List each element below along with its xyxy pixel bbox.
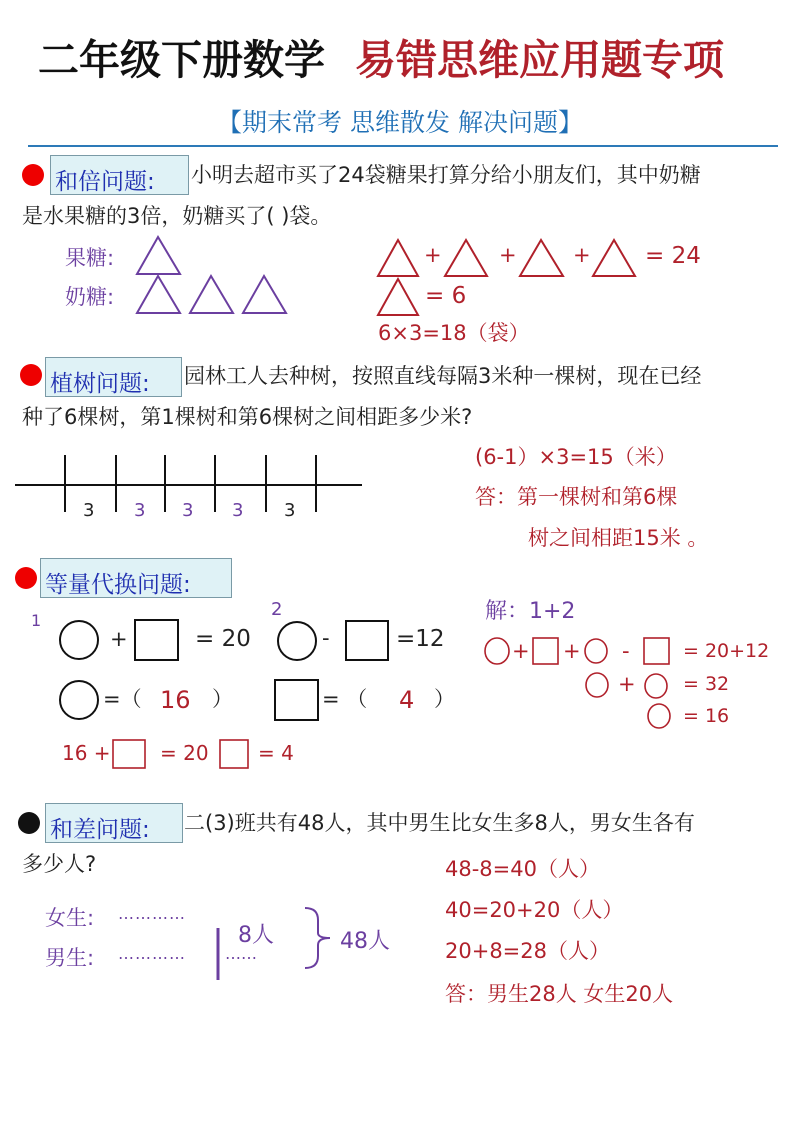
girls-label: 女生: xyxy=(45,906,95,930)
solution-result: = 16 xyxy=(683,705,730,727)
gap-label: 3 xyxy=(182,500,194,521)
gap-label: 3 xyxy=(83,500,95,521)
equation-result: = 20 xyxy=(195,626,251,652)
circle-icon xyxy=(648,704,670,728)
plus-sign: + xyxy=(618,672,636,696)
fruit-candy-label: 果糖: xyxy=(65,246,115,270)
question-text: 是水果糖的3倍，奶糖买了( )袋。 xyxy=(22,204,332,228)
circle-icon xyxy=(645,674,667,698)
step-text: 48-8=40（人） xyxy=(445,857,600,881)
square-icon xyxy=(533,638,558,664)
plus-sign: + xyxy=(563,639,581,663)
girls-bar: ………… xyxy=(118,904,186,923)
answer-text: 6×3=18（袋） xyxy=(378,321,530,345)
plus-sign: + xyxy=(499,243,517,267)
square-value: 4 xyxy=(399,686,415,714)
step-text: 20+8=28（人） xyxy=(445,939,610,963)
total-label: 48人 xyxy=(340,929,390,954)
question-text: 二(3)班共有48人，其中男生比女生多8人，男女生各有 xyxy=(184,811,695,835)
plus-sign: + xyxy=(573,243,591,267)
question-text: 种了6棵树，第1棵树和第6棵树之间相距多少米? xyxy=(22,405,473,429)
boys-label: 男生: xyxy=(45,946,95,970)
equals-paren: =（ xyxy=(103,687,142,711)
minus-sign: - xyxy=(622,639,630,663)
section-label: 等量代换问题: xyxy=(45,572,191,598)
circle-icon xyxy=(485,638,509,664)
formula-text: (6-1）×3=15（米） xyxy=(475,445,677,469)
solution-result: = 20+12 xyxy=(683,640,770,662)
equals-paren: = （ xyxy=(322,687,368,711)
equation-result: =12 xyxy=(396,626,445,652)
question-text: 园林工人去种树，按照直线每隔3米种一棵树，现在已经 xyxy=(184,364,702,388)
solution-result: = 32 xyxy=(683,673,730,695)
question-text: 小明去超市买了24袋糖果打算分给小朋友们，其中奶糖 xyxy=(191,163,701,187)
milk-candy-label: 奶糖: xyxy=(65,285,115,309)
boys-extra-bar: …… xyxy=(225,944,257,963)
check-prefix: 16 + xyxy=(62,741,111,765)
check-result: = 20 xyxy=(160,741,209,765)
plus-sign: + xyxy=(110,627,128,651)
difference-label: 8人 xyxy=(238,923,274,948)
equation-number: 1 xyxy=(31,611,42,630)
gap-label: 3 xyxy=(134,500,146,521)
equation-result: = 24 xyxy=(645,243,701,269)
boys-bar: ………… xyxy=(118,944,186,963)
plus-sign: + xyxy=(512,639,530,663)
step-text: 40=20+20（人） xyxy=(445,898,624,922)
title-black: 二年级下册数学 xyxy=(38,36,325,84)
section-label: 和倍问题: xyxy=(55,169,155,195)
sum-diff-diagram xyxy=(0,0,400,1000)
answer-text: 答：第一棵树和第6棵 xyxy=(475,485,678,509)
answer-text: 树之间相距15米 。 xyxy=(528,526,709,550)
solution-title: 解：1+2 xyxy=(485,599,576,624)
square-icon xyxy=(644,638,669,664)
close-paren: ） xyxy=(434,687,455,711)
check-square-value: = 4 xyxy=(258,741,294,765)
circle-icon xyxy=(586,673,608,697)
section-label: 和差问题: xyxy=(50,817,150,843)
gap-label: 3 xyxy=(232,500,244,521)
minus-sign: - xyxy=(322,626,330,650)
circle-icon xyxy=(585,639,607,663)
circle-value: 16 xyxy=(160,686,191,714)
title-red: 易错思维应用题专项 xyxy=(355,36,724,84)
equation-result: = 6 xyxy=(425,283,467,309)
question-text: 多少人? xyxy=(22,852,97,876)
gap-label: 3 xyxy=(284,500,296,521)
section-label: 植树问题: xyxy=(50,371,150,397)
brace-icon xyxy=(305,908,330,968)
answer-text: 答：男生28人 女生20人 xyxy=(445,982,674,1006)
equation-number: 2 xyxy=(271,599,283,620)
plus-sign: + xyxy=(424,243,442,267)
close-paren: ） xyxy=(212,687,233,711)
subtitle: 【期末常考 思维散发 解决问题】 xyxy=(217,108,583,137)
